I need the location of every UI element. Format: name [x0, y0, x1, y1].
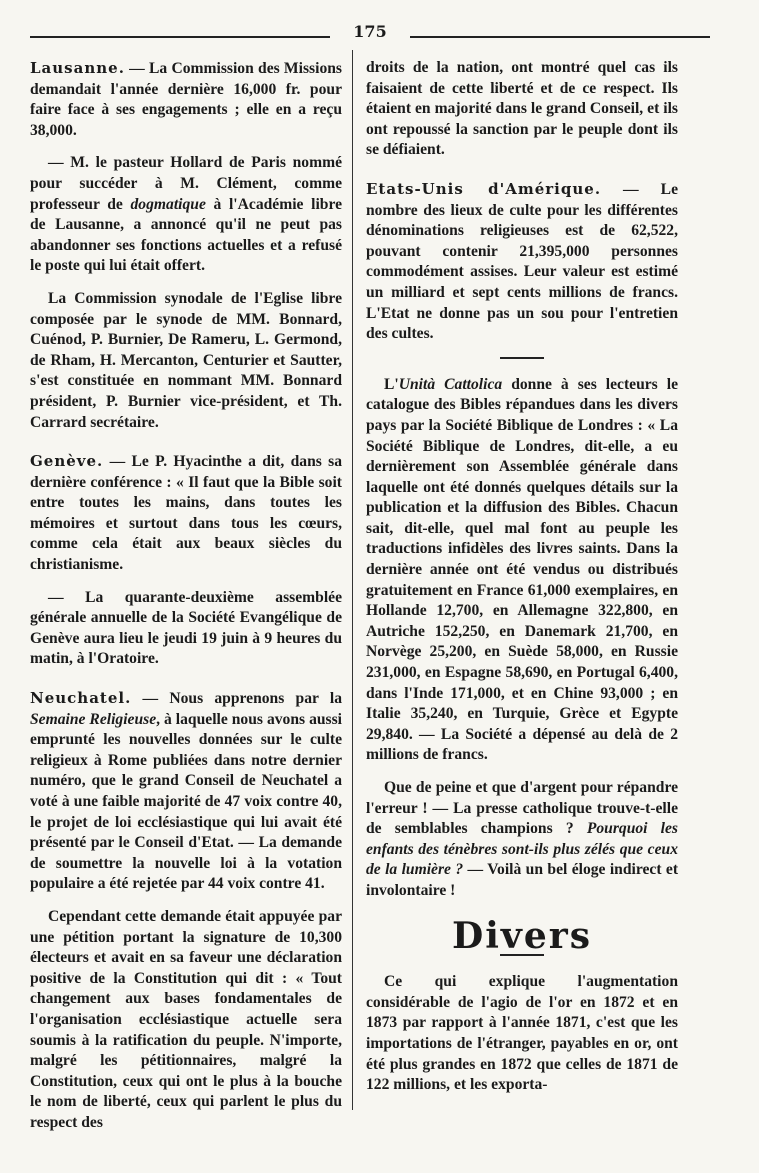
unita-paragraph-1: L'Unità Cattolica donne à ses lecteurs le catalogue des Bibles répandues dans les divers pays par la Société Biblique de Londres : « La Société Biblique de Londres, dit-elle, a eu dernièrement son Assemblée générale dans laquelle ont été donnés quelques détails sur la publication et la diffusion des Bibles. Chacun sait, dit-elle, quel mal font au peuple les traductions infidèles des livres saints. Dans la dernière année ont été vendus ou distribués gratuitement en France 61,000 exemplaires, en Hollande 12,700, en Allemagne 322,800, en Autriche 152,250, en Danemark 21,700, en Norvège 25,200, en Suède 58,000, en Russie 231,000, en Espagne 58,690, en Portugal 6,400, dans l'Inde 171,000, et en Chine 93,000 ; en Italie 35,240, en Turquie, Grèce et Egypte 29,840. — La Société a dépensé au delà de 2 millions de francs. — [366, 375, 678, 764]
usa-heading: Etats-Unis d'Amérique. — [366, 179, 602, 198]
left-column — [30, 58, 342, 1146]
neuchatel-paragraph-2: Cependant cette demande était appuyée par une pétition portant la signature de 10,300 électeurs et avait en sa faveur une déclaration positive de la Constitution qui dit : « Tout changement aux bases fondamentales de l'organisation ecclésiastique actuelle sera soumis à la ratification du peuple. N'importe, malgré les pétitionnaires, malgré la Constitution, ceux qui ont le plus à la bouche le nom de liberté, ceux qui parlent le plus du respect des — [30, 907, 342, 1131]
column-divider — [352, 50, 353, 1110]
neuchatel-continuation: droits de la nation, ont montré quel cas ils faisaient de cette liberté et de ce respect. Ils étaient en majorité dans le grand Conseil, et ils ont repoussé la sanction par le peuple dont ils se défiaient. — [366, 59, 678, 159]
right-column — [366, 58, 678, 1108]
unita-paragraph-2: Que de peine et que d'argent pour répandre l'erreur ! — La presse catholique trouve-t-elle de semblables champions ? Pourquoi les enfants des ténèbres sont-ils plus zélés que ceux de la lumière ? — Voilà un bel éloge indirect et involontaire ! — [366, 779, 679, 899]
neuchatel-heading: Neuchatel. — [30, 689, 132, 708]
divers-paragraph: Ce qui explique l'augmentation considérable de l'agio de l'or en 1872 et en 1873 par rapport à l'année 1871, c'est que les importations de l'étranger, payables en or, ont été plus grandes en 1872 que celles de 1871 de 122 millions, et les exporta- — [366, 973, 678, 1094]
geneve-paragraph-1: Genève. — Le P. Hyacinthe a dit, dans sa dernière conférence : « Il faut que la Bible soit entre toutes les mains, dans toutes les mémoires et surtout dans tous les cœurs, comme cela était aux beaux siècles du christianisme. — [30, 452, 342, 574]
header-rule-left — [30, 36, 330, 38]
lausanne-paragraph-1: Lausanne. — La Commission des Missions demandait l'année dernière 16,000 fr. pour faire face à ses engagements ; elle en a reçu 38,000. — [30, 59, 342, 139]
page-number: 175 — [353, 22, 387, 41]
lausanne-paragraph-2: — M. le pasteur Hollard de Paris nommé pour succéder à M. Clément, comme professeur de dogmatique à l'Académie libre de Lausanne, a annoncé qu'il ne peut pas abandonner ses fonctions actuelles et a refusé le poste qui lui était offert. — [30, 154, 343, 275]
lausanne-heading: Lausanne. — [30, 59, 125, 77]
neuchatel-paragraph-1: Neuchatel. — Nous apprenons par la Semaine Religieuse, à laquelle nous avons aussi emprunté les nouvelles données sur le culte religieux à Rome publiées dans notre dernier numéro, que le grand Conseil de Neuchatel a voté à une faible majorité de 47 voix contre 40, le projet de loi ecclésiastique qui lui avait été présenté par le Conseil d'Etat. — La demande de soumettre la nouvelle loi à la votation populaire a été rejetée par 44 voix contre 41. — [30, 689, 343, 893]
header-rule-right — [410, 36, 710, 38]
usa-paragraph: Etats-Unis d'Amérique. — Le nombre des lieux de culte pour les différentes dénominations religieuses est de 62,522, pouvant contenir 21,395,000 personnes commodément assises. Leur valeur est estimé un milliard et sept cents millions de francs. L'Etat ne donne pas un sou pour l'entretien des cultes. — [366, 179, 678, 343]
lausanne-paragraph-3: La Commission synodale de l'Eglise libre composée par le synode de MM. Bonnard, Cuénod, P. Burnier, De Rameru, L. Germond, de Rham, H. Mercanton, Centurier et Sautter, s'est constituée en nommant MM. Bonnard président, P. Burnier vice-président, et Th. Carrard secrétaire. — [30, 289, 342, 431]
geneve-paragraph-2: — La quarante-deuxième assemblée générale annuelle de la Société Evangélique de Genève aura lieu le jeudi 19 juin à 9 heures du matin, à l'Oratoire. — [30, 588, 342, 668]
page-header — [30, 22, 710, 46]
geneve-heading: Genève. — [30, 452, 104, 471]
section-separator — [500, 357, 544, 359]
divers-title: Divers — [452, 914, 592, 957]
